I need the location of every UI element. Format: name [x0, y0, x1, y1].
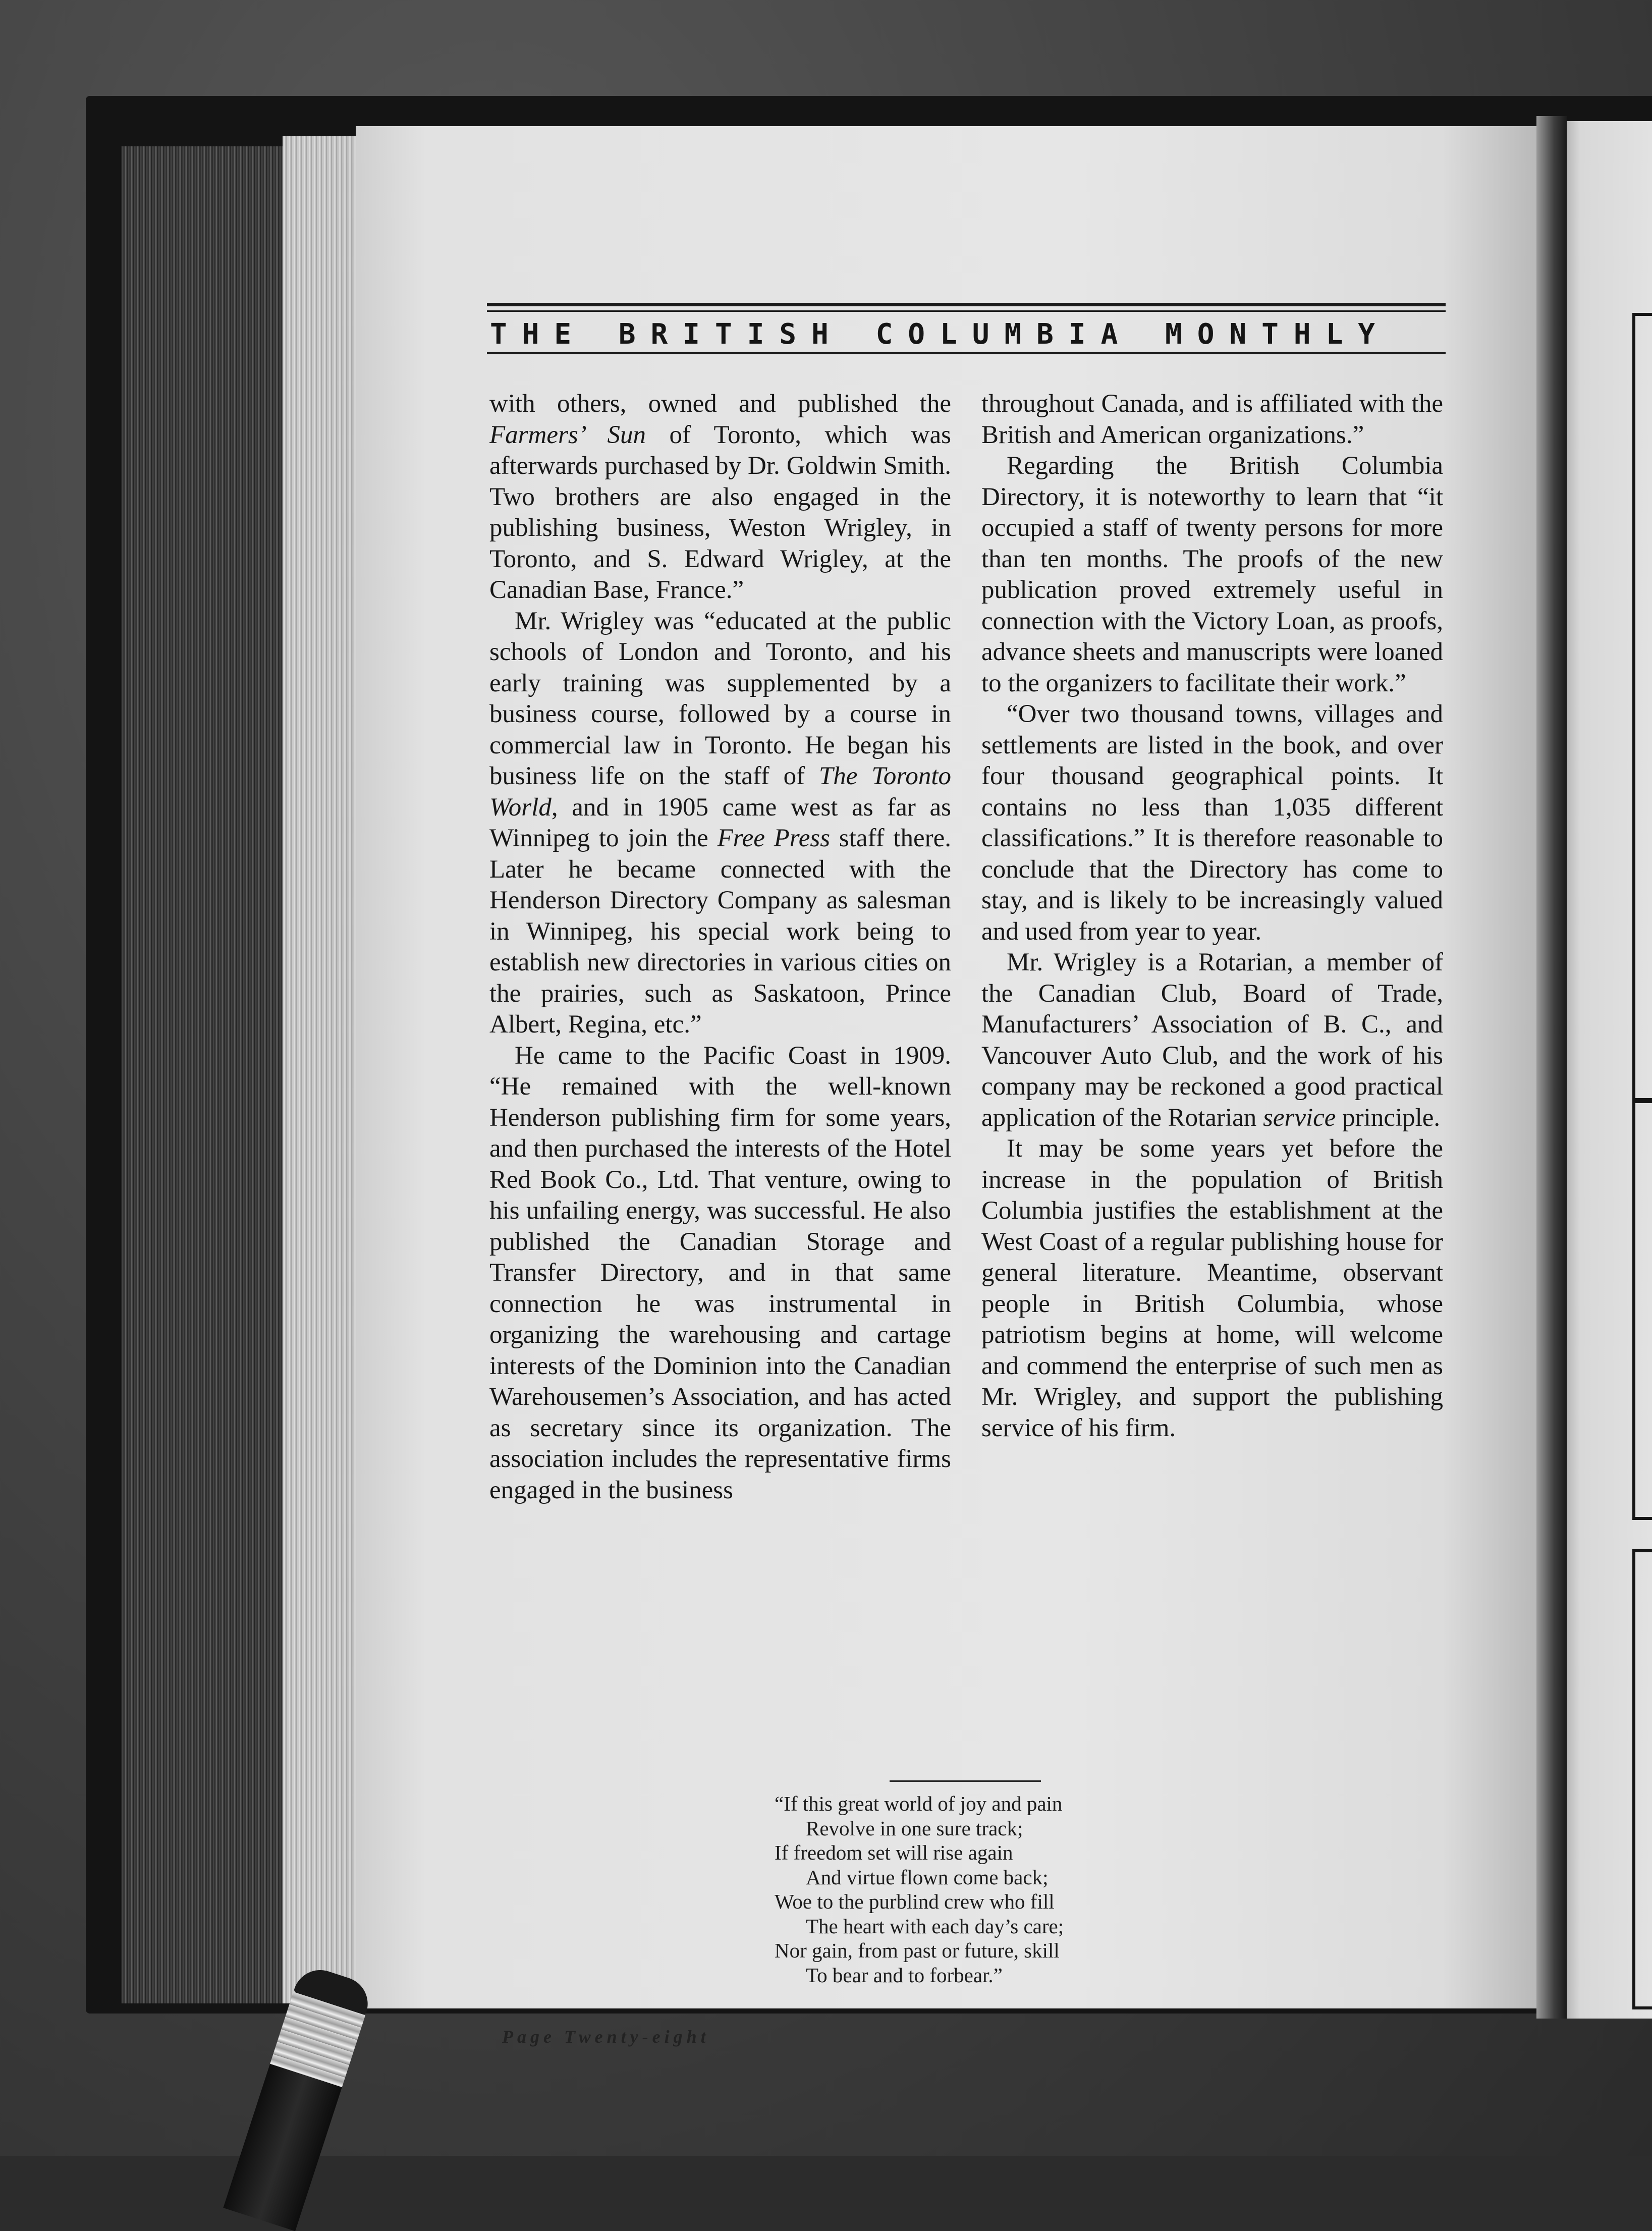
page-number-label: Page Twenty-eight: [502, 2027, 710, 2047]
poem-line: If freedom set will rise again: [775, 1841, 1013, 1864]
masthead-rule-bottom: [487, 352, 1446, 354]
facing-page-frame: [1632, 1549, 1652, 2009]
poem-line: “If this great world of joy and pain: [775, 1792, 1063, 1815]
left-paragraph-3: He came to the Pacific Coast in 1909. “He remained with the well-known Henderson publishing firm for some years, and then purchased the interests of the Hotel Red Book Co., Ltd. That venture, owing to his unfailing energy, was successful. He also published the Canadian Storage and Transfer Directory, and in that same connection he was instrumental in organizing the warehousing and cartage interests of the Dominion into the Canadian Warehousemen’s Association, and has acted as secretary since its organization. The association includes the representative firms engaged in the business: [489, 1041, 951, 1504]
page-edges-light: [283, 136, 358, 2003]
poem-divider: [890, 1780, 1041, 1782]
facing-page-frame: [1632, 1100, 1652, 1520]
right-column: [981, 389, 1443, 1444]
left-column: [489, 389, 951, 1506]
poem-line: To bear and to forbear.”: [806, 1963, 1003, 1987]
right-paragraph-4: Mr. Wrigley is a Rotarian, a member of the Canadian Club, Board of Trade, Manufacturers’ Association of B. C., and Vancouver Auto Club, and the work of his company may be reckoned a good practical application of the Rotarian service principle.: [981, 948, 1443, 1132]
right-paragraph-2: Regarding the British Columbia Directory, it is noteworthy to learn that “it occupied a staff of twenty persons for more than ten months. The proofs of the new publication proved extremely useful in connection with the Victory Loan, as proofs, advance sheets and manuscripts were loaned to the organizers to facilitate their work.”: [981, 452, 1443, 697]
poem-line: And virtue flown come back;: [806, 1865, 1049, 1889]
right-paragraph-1: throughout Canada, and is affiliated with the British and American organizations.”: [981, 390, 1443, 449]
left-paragraph-2: Mr. Wrigley was “educated at the public schools of London and Toronto, and his early training was supplemented by a business course, followed by a course in commercial law in Toronto. He began his business life on the staff of The Toronto World, and in 1905 came west as far as Winnipeg to join the Free Press staff there. Later he became connected with the Henderson Directory Company as salesman in Winnipeg, his special work being to establish new directories in various cities on the prairies, such as Saskatoon, Prince Albert, Regina, etc.”: [489, 607, 951, 1039]
poem: [775, 1791, 1229, 1987]
poem-line: The heart with each day’s care;: [806, 1914, 1064, 1938]
right-paragraph-5: It may be some years yet before the increase in the population of British Columbia justifies the establishment at the West Coast of a regular publishing house for general literature. Meantime, observant people in British Columbia, whose patriotism begins at home, will welcome and commend the enterprise of such men as Mr. Wrigley, and support the publishing service of his firm.: [981, 1134, 1443, 1442]
masthead-rule-top: [487, 303, 1446, 306]
masthead: [487, 303, 1446, 354]
facing-page-frame: [1632, 313, 1652, 1101]
poem-line: Nor gain, from past or future, skill: [775, 1939, 1060, 1962]
poem-line: Revolve in one sure track;: [806, 1816, 1023, 1840]
masthead-title: THE BRITISH COLUMBIA MONTHLY: [490, 318, 1391, 351]
right-paragraph-3: “Over two thousand towns, villages and settlements are listed in the book, and over four thousand geographical points. It contains no less than 1,035 different classifications.” It is therefore reasonable to conclude that the Directory has come to stay, and is likely to be increasingly valued and used from year to year.: [981, 700, 1443, 946]
book-gutter: [1536, 116, 1567, 2019]
magazine-page: [356, 126, 1536, 2047]
left-paragraph-1: with others, owned and published the Farmers’ Sun of Toronto, which was afterwards purchased by Dr. Goldwin Smith. Two brothers are also engaged in the publishing business, Weston Wrigley, in Toronto, and S. Edward Wrigley, at the Canadian Base, France.”: [489, 390, 951, 604]
poem-line: Woe to the purblind crew who fill: [775, 1890, 1055, 1913]
